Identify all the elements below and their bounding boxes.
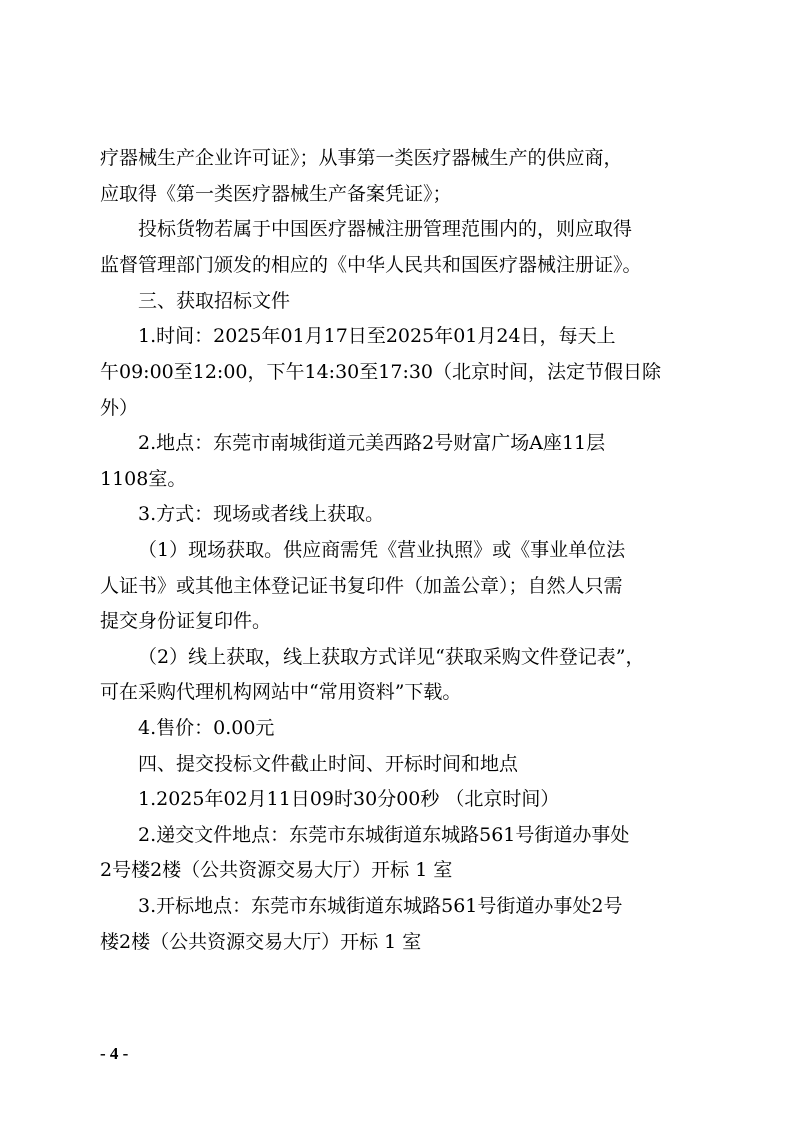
text-line: 3.方式：现场或者线上获取。 bbox=[138, 503, 385, 525]
text-line: 3.开标地点：东莞市东城街道东城路561号街道办事处2号 bbox=[138, 895, 623, 917]
text-line: 午09:00至12:00，下午14:30至17:30（北京时间，法定节假日除 bbox=[100, 361, 662, 383]
text-line: 1.2025年02月11日09时30分00秒 （北京时间） bbox=[138, 788, 560, 810]
text-line: 提交身份证复印件。 bbox=[100, 610, 272, 632]
text-line: 1.时间：2025年01月17日至2025年01月24日，每天上 bbox=[138, 325, 616, 347]
text-line: 2.地点：东莞市南城街道元美西路2号财富广场A座11层 bbox=[138, 432, 606, 454]
text-line: 4.售价：0.00元 bbox=[138, 717, 275, 739]
text-line: 外） bbox=[100, 397, 139, 419]
text-line: （1）现场获取。供应商需凭《营业执照》或《事业单位法 bbox=[138, 539, 626, 561]
text-line: 楼2楼（公共资源交易大厅）开标 1 室 bbox=[100, 931, 422, 953]
text-line: 应取得《第一类医疗器械生产备案凭证》； bbox=[100, 183, 452, 205]
text-line: 疗器械生产企业许可证》；从事第一类医疗器械生产的供应商， bbox=[100, 147, 623, 169]
text-line: 人证书》或其他主体登记证书复印件（加盖公章）；自然人只需 bbox=[100, 575, 623, 597]
text-line: （2）线上获取，线上获取方式详见“获取采购文件登记表”， bbox=[138, 646, 645, 668]
text-line: 2号楼2楼（公共资源交易大厅）开标 1 室 bbox=[100, 859, 453, 881]
text-line: 1108室。 bbox=[100, 468, 187, 490]
section-heading: 三、获取招标文件 bbox=[138, 290, 291, 312]
text-line: 2.递交文件地点：东莞市东城街道东城路561号街道办事处 bbox=[138, 824, 630, 846]
text-line: 监督管理部门颁发的相应的《中华人民共和国医疗器械注册证》。 bbox=[100, 254, 642, 276]
section-heading: 四、提交投标文件截止时间、开标时间和地点 bbox=[138, 753, 519, 775]
text-line: 投标货物若属于中国医疗器械注册管理范围内的，则应取得 bbox=[138, 218, 633, 240]
text-line: 可在采购代理机构网站中“常用资料”下载。 bbox=[100, 681, 462, 703]
page-number: - 4 - bbox=[100, 1044, 129, 1063]
